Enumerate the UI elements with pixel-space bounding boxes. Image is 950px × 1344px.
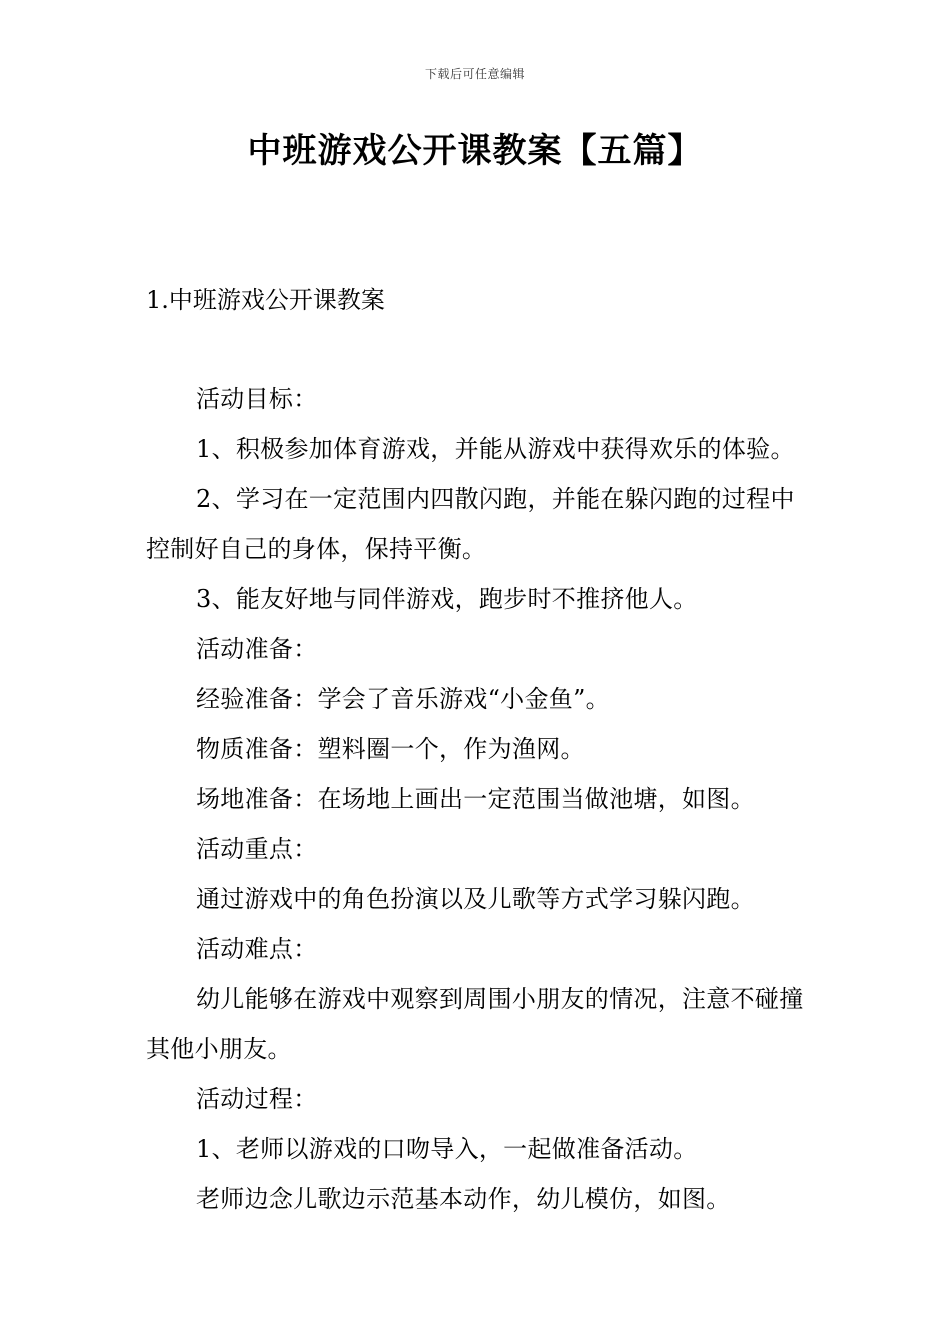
section-heading: 1.中班游戏公开课教案 xyxy=(146,286,385,314)
paragraph: 通过游戏中的角色扮演以及儿歌等方式学习躲闪跑。 xyxy=(196,885,755,913)
paragraph: 活动目标： xyxy=(196,385,318,413)
paragraph: 活动难点： xyxy=(196,935,318,963)
paragraph: 1、积极参加体育游戏，并能从游戏中获得欢乐的体验。 xyxy=(196,435,795,463)
paragraph: 活动重点： xyxy=(196,835,318,863)
header-note: 下载后可任意编辑 xyxy=(424,67,525,81)
document-title: 中班游戏公开课教案【五篇】 xyxy=(247,131,703,171)
paragraph: 经验准备：学会了音乐游戏“小金鱼”。 xyxy=(196,685,610,713)
paragraph: 老师边念儿歌边示范基本动作，幼儿模仿，如图。 xyxy=(196,1185,731,1213)
paragraph: 活动准备： xyxy=(196,635,318,663)
paragraph: 场地准备：在场地上画出一定范围当做池塘，如图。 xyxy=(196,785,755,813)
document-body xyxy=(146,374,810,1224)
paragraph: 3、能友好地与同伴游戏，跑步时不推挤他人。 xyxy=(196,585,698,613)
paragraph: 1、老师以游戏的口吻导入，一起做准备活动。 xyxy=(196,1135,698,1163)
paragraph: 物质准备：塑料圈一个，作为渔网。 xyxy=(196,735,585,763)
paragraph: 2、学习在一定范围内四散闪跑，并能在躲闪跑的过程中控制好自己的身体，保持平衡。 xyxy=(146,485,795,563)
paragraph: 活动过程： xyxy=(196,1085,318,1113)
paragraph: 幼儿能够在游戏中观察到周围小朋友的情况，注意不碰撞其他小朋友。 xyxy=(146,985,804,1063)
